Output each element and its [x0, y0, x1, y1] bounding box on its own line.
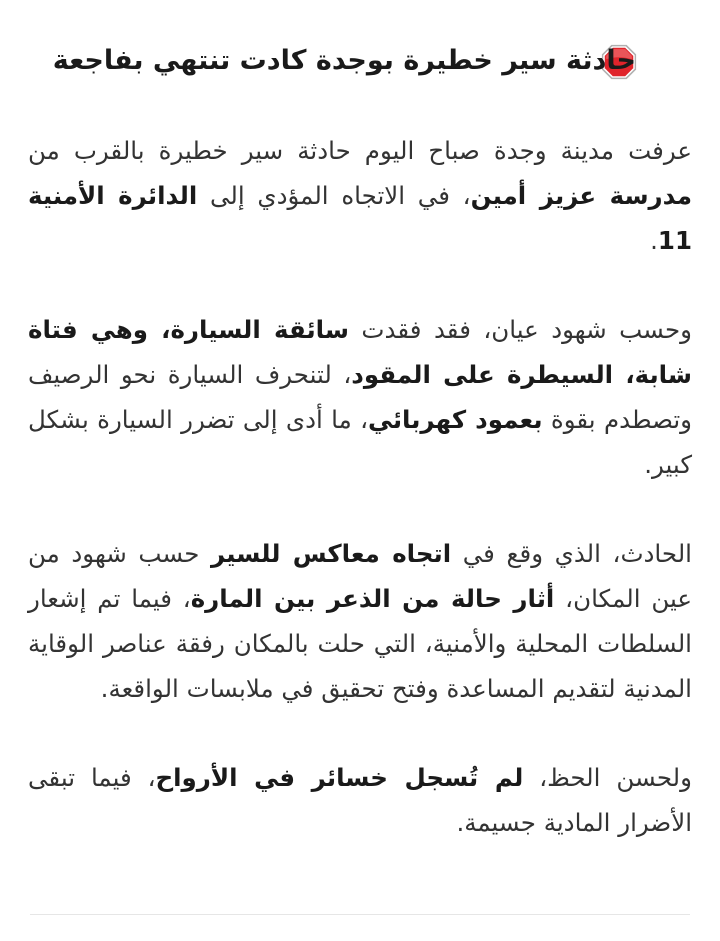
p1-text-2: ، في الاتجاه المؤدي إلى	[197, 181, 471, 210]
p4-text-1: ولحسن الحظ،	[523, 763, 692, 792]
p4-text-2: ، فيما تبقى الأضرار المادية جسيمة.	[28, 763, 692, 837]
paragraph-4	[28, 755, 692, 845]
p1-bold-school: مدرسة عزيز أمين	[470, 181, 692, 210]
headline: حادثة سير خطيرة بوجدة كادت تنتهي بفاجعة	[52, 45, 636, 76]
bottom-divider	[30, 914, 690, 915]
article-body	[28, 128, 692, 889]
p3-bold-panic: أثار حالة من الذعر بين المارة	[190, 584, 555, 613]
p1-text-1: عرفت مدينة وجدة صباح اليوم حادثة سير خطيرة بالقرب من	[28, 136, 692, 165]
p3-text-2: حسب شهود من عين المكان،	[28, 539, 692, 613]
paragraph-2	[28, 307, 692, 487]
p1-text-3: .	[650, 226, 658, 255]
p3-text-1: الحادث، الذي وقع في	[451, 539, 692, 568]
p2-bold-driver: سائقة السيارة، وهي فتاة شابة، السيطرة على المقود	[28, 315, 692, 389]
p2-bold-pole: بعمود كهربائي	[368, 405, 543, 434]
p4-bold-no-casualties: لم تُسجل خسائر في الأرواح	[155, 763, 524, 792]
p3-bold-direction: اتجاه معاكس للسير	[211, 539, 452, 568]
p2-text-3: ، ما أدى إلى تضرر السيارة بشكل كبير.	[28, 405, 692, 479]
p1-bold-district: الدائرة الأمنية 11	[28, 181, 692, 255]
paragraph-3	[28, 531, 692, 711]
p3-text-3: ، فيما تم إشعار السلطات المحلية والأمنية، التي حلت بالمكان رفقة عناصر الوقاية المدنية لتقديم المساعدة وفتح تحقيق في ملابسات الواقعة.	[28, 584, 692, 703]
paragraph-1	[28, 128, 692, 263]
p2-text-1: وحسب شهود عيان، فقد فقدت	[348, 315, 692, 344]
p2-text-2: ، لتنحرف السيارة نحو الرصيف وتصطدم بقوة	[28, 360, 692, 434]
